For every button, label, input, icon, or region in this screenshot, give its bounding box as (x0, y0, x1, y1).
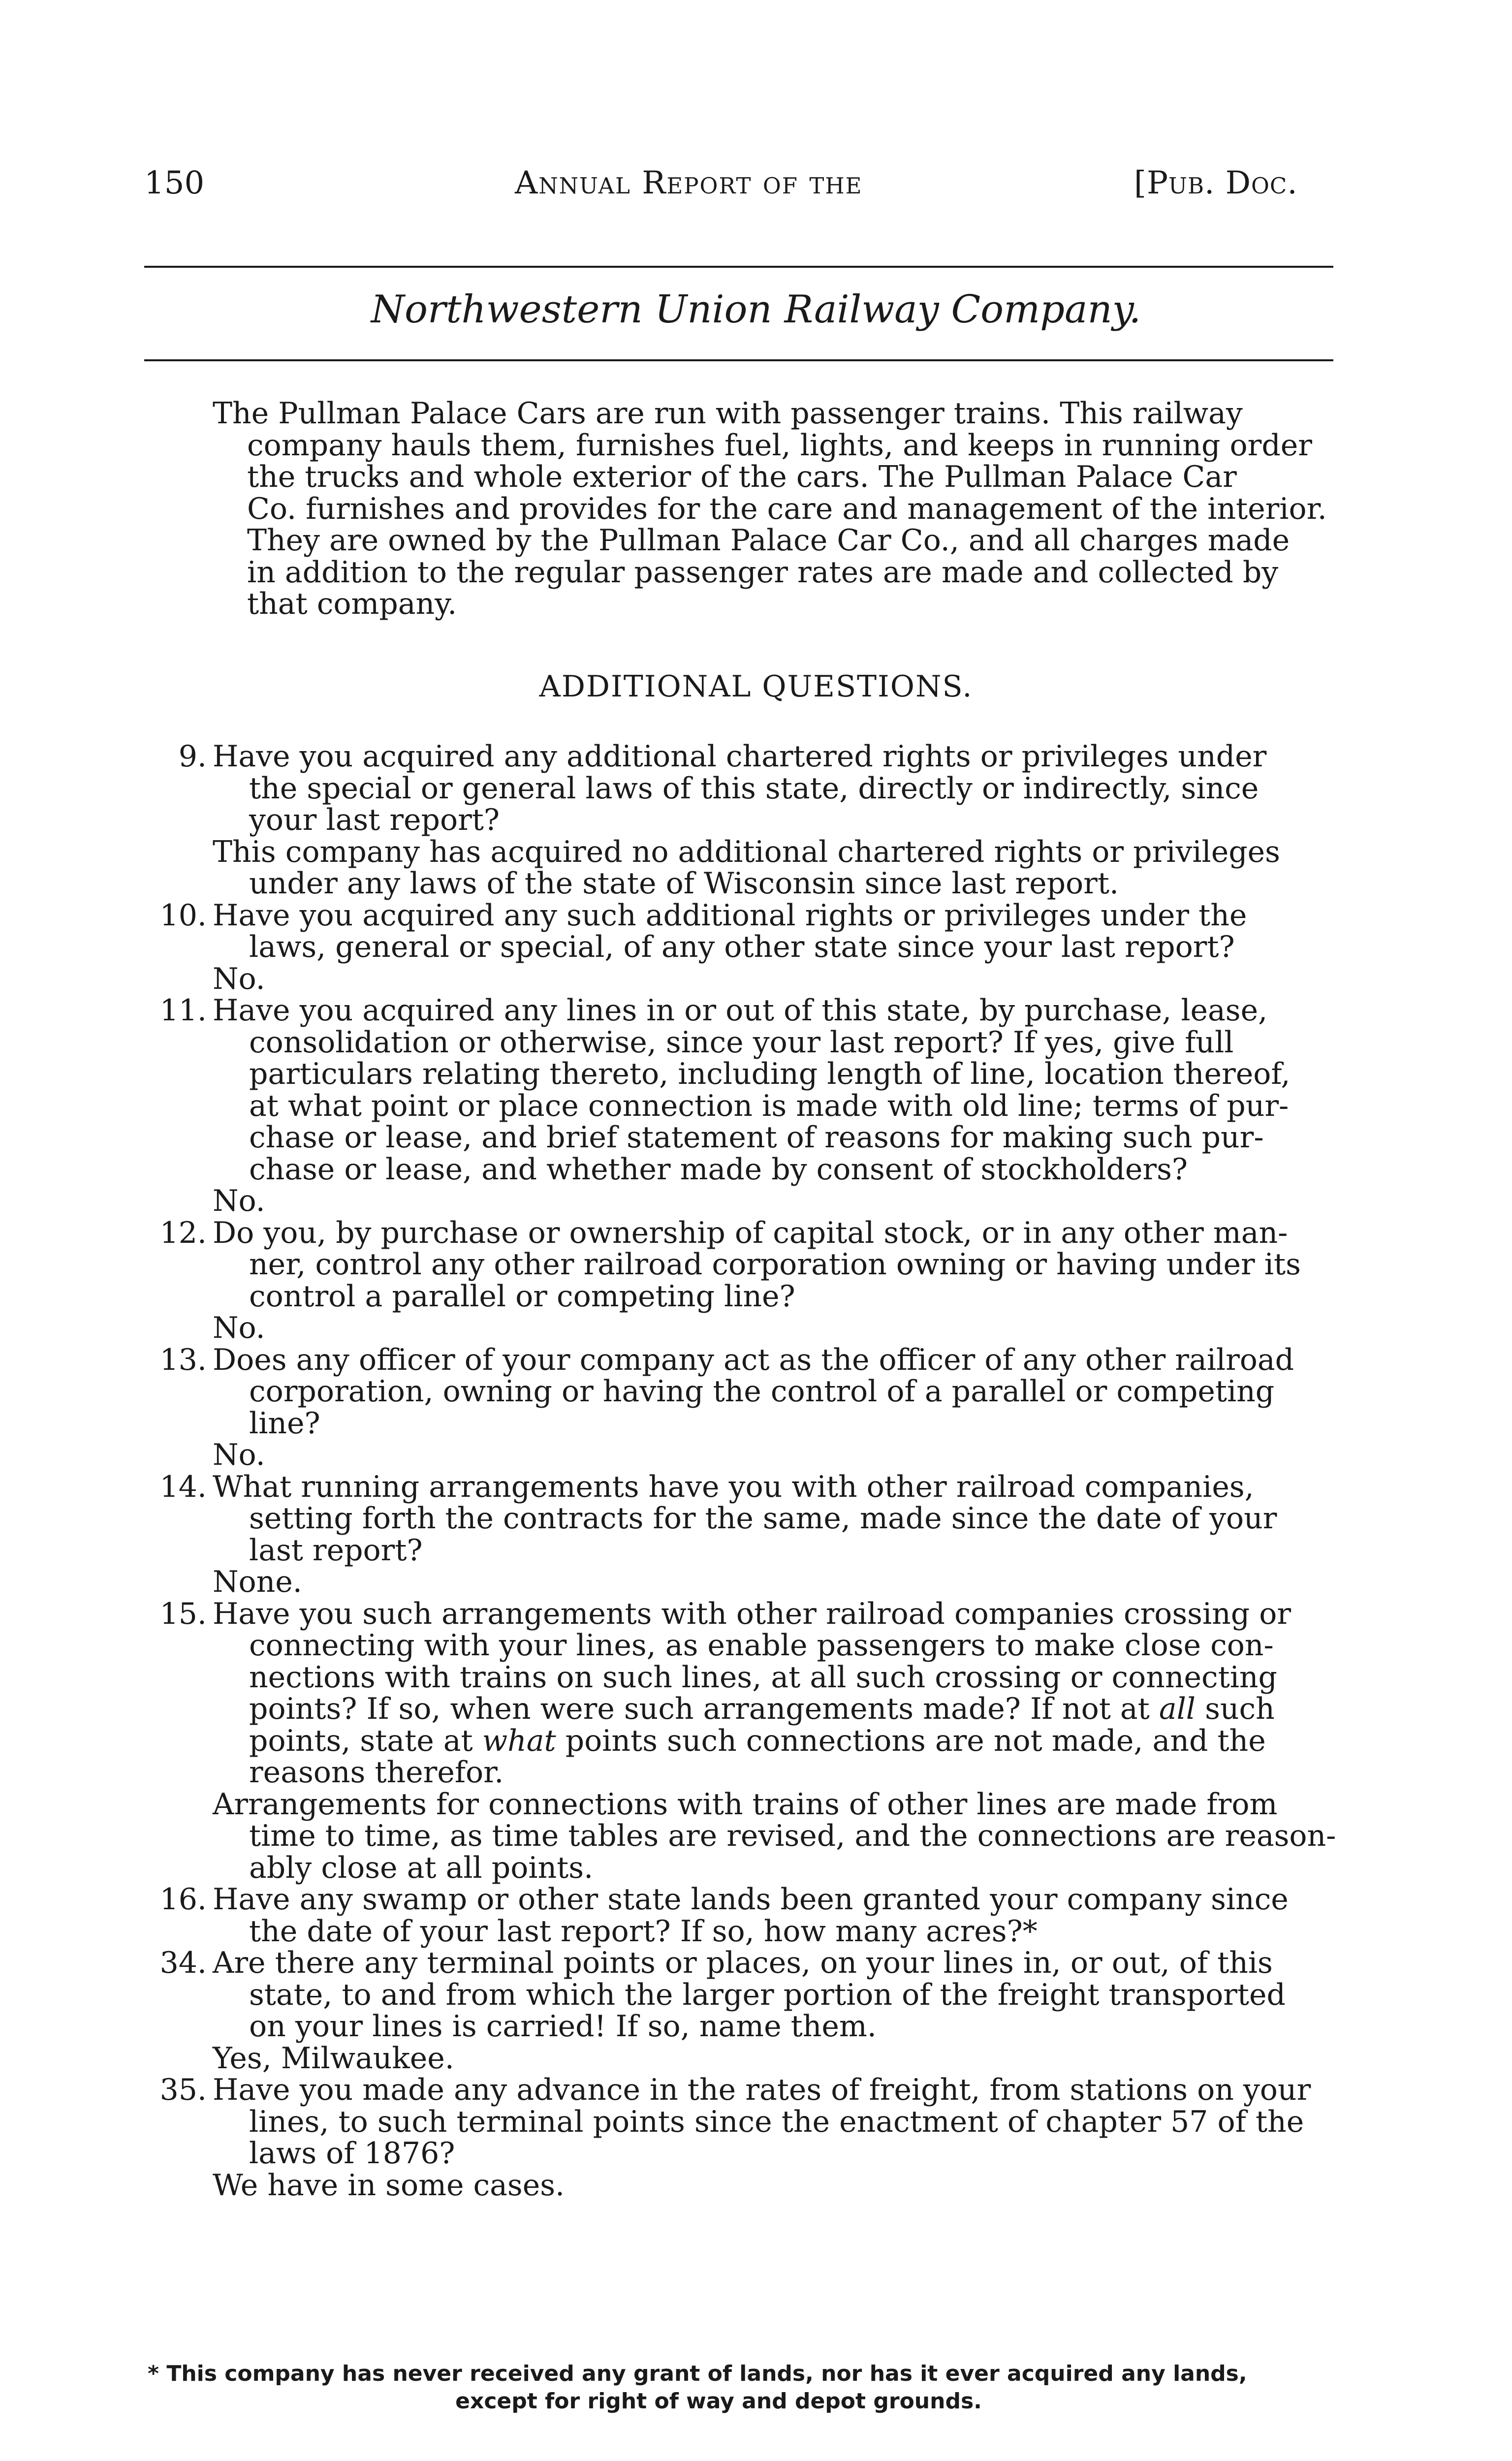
question-text (158, 1598, 1339, 1630)
question-line: Does any officer of your company act as the officer of any other railroad (213, 1342, 1294, 1377)
question-line: Do you, by purchase or ownership of capital stock, or in any other man- (213, 1215, 1288, 1250)
question-line: Have you made any advance in the rates of freight, from stations on your (213, 2073, 1311, 2107)
question-line: reasons therefor. (249, 1755, 504, 1790)
answer-line: time to time, as time tables are revised, and the connections are reason- (249, 1819, 1336, 1853)
footnote (148, 2360, 1349, 2415)
running-head-document: [Pub. Doc. (1134, 165, 1298, 201)
running-head-title: Annual Report of the (515, 165, 863, 201)
question-line: What running arrangements have you with other railroad companies, (213, 1469, 1254, 1504)
question-line: Are there any terminal points or places, on your lines in, or out, of this (213, 1946, 1273, 1980)
answer-line: No. (213, 1184, 265, 1218)
question-item (158, 1947, 1339, 2074)
question-line: Have you such arrangements with other railroad companies crossing or (213, 1596, 1292, 1631)
question-line: Have you acquired any lines in or out of this state, by purchase, lease, (213, 993, 1268, 1028)
question-text (158, 2074, 1339, 2106)
question-line: the date of your last report? If so, how many acres?* (249, 1914, 1038, 1949)
question-line: line? (249, 1406, 320, 1441)
question-line: control a parallel or competing line? (249, 1279, 795, 1314)
question-item (158, 1884, 1339, 1947)
question-line: laws, general or special, of any other state since your last report? (249, 930, 1235, 964)
question-line: chase or lease, and whether made by consent of stockholders? (249, 1152, 1188, 1187)
question-item (158, 2074, 1339, 2201)
question-text (158, 1884, 1339, 1916)
question-number: 11. (159, 993, 207, 1028)
question-item (158, 1344, 1339, 1471)
question-line: setting forth the contracts for the same, made since the date of your (249, 1501, 1277, 1536)
answer-line: Yes, Milwaukee. (213, 2041, 454, 2076)
intro-line: that company. (247, 587, 457, 621)
question-number: 13. (159, 1342, 207, 1377)
answer-line: No. (213, 1311, 265, 1345)
question-number: 34. (159, 1946, 207, 1980)
question-line: ner, control any other railroad corporation owning or having under its (249, 1247, 1301, 1282)
question-text (158, 1217, 1339, 1249)
question-number: 16. (159, 1882, 207, 1917)
question-item (158, 1471, 1339, 1598)
intro-line: in addition to the regular passenger rates are made and collected by (247, 555, 1279, 590)
answer-line: We have in some cases. (213, 2168, 565, 2203)
question-line: connecting with your lines, as enable passengers to make close con- (249, 1628, 1274, 1663)
question-line: points? If so, when were such arrangements made? If not at all such (249, 1692, 1275, 1726)
answer-line: ably close at all points. (249, 1850, 594, 1885)
intro-line: They are owned by the Pullman Palace Car Co., and all charges made (247, 523, 1290, 558)
question-number: 10. (159, 898, 207, 933)
question-line: state, to and from which the larger portion of the freight transported (249, 1977, 1286, 2012)
question-line: Have you acquired any such additional rights or privileges under the (213, 898, 1247, 933)
question-text (158, 1471, 1339, 1503)
question-item (158, 741, 1339, 900)
question-item (158, 995, 1339, 1217)
question-item (158, 1217, 1339, 1344)
answer-line: Arrangements for connections with trains of other lines are made from (213, 1787, 1278, 1822)
header-rule-top (144, 266, 1333, 268)
header-rule-bottom (144, 359, 1333, 361)
question-line: consolidation or otherwise, since your last report? If yes, give full (249, 1025, 1234, 1060)
intro-line: The Pullman Palace Cars are run with passenger trains. This railway (213, 396, 1243, 431)
intro-line: the trucks and whole exterior of the cars. The Pullman Palace Car (247, 460, 1237, 494)
question-line: your last report? (249, 803, 500, 837)
section-title: ADDITIONAL QUESTIONS. (539, 669, 973, 704)
question-item (158, 900, 1339, 995)
question-line: Have you acquired any additional chartered rights or privileges under (213, 739, 1267, 774)
question-line: laws of 1876? (249, 2136, 455, 2171)
intro-line: company hauls them, furnishes fuel, lights, and keeps in running order (247, 428, 1312, 463)
question-number: 14. (159, 1469, 207, 1504)
intro-line: Co. furnishes and provides for the care and management of the interior. (247, 491, 1327, 526)
question-text (158, 1344, 1339, 1376)
intro-paragraph (213, 398, 1334, 620)
question-line: at what point or place connection is made with old line; terms of pur- (249, 1088, 1289, 1123)
question-line: corporation, owning or having the control of a parallel or competing (249, 1374, 1275, 1409)
question-number: 15. (159, 1596, 207, 1631)
footnote-line: except for right of way and depot grounds. (455, 2389, 982, 2414)
question-number: 35. (159, 2073, 207, 2107)
question-number: 12. (159, 1215, 207, 1250)
question-line: nections with trains on such lines, at all such crossing or connecting (249, 1660, 1277, 1695)
answer-line: None. (213, 1565, 302, 1599)
question-line: chase or lease, and brief statement of reasons for making such pur- (249, 1120, 1264, 1155)
question-line: last report? (249, 1533, 423, 1568)
question-line: lines, to such terminal points since the enactment of chapter 57 of the (249, 2104, 1304, 2139)
question-line: Have any swamp or other state lands been granted your company since (213, 1882, 1289, 1917)
answer-line: No. (213, 1438, 265, 1472)
question-line: the special or general laws of this state, directly or indirectly, since (249, 771, 1259, 806)
question-line: on your lines is carried! If so, name them. (249, 2009, 877, 2044)
answer-line: under any laws of the state of Wisconsin since last report. (249, 866, 1119, 901)
question-text (158, 1947, 1339, 1979)
question-item (158, 1598, 1339, 1884)
question-line: points, state at what points such connections are not made, and the (249, 1723, 1266, 1758)
question-number: 9. (178, 739, 207, 774)
answer-line: This company has acquired no additional chartered rights or privileges (213, 834, 1280, 869)
questions-list (158, 741, 1339, 2201)
footnote-line: * This company has never received any grant of lands, nor has it ever acquired any lands, (148, 2361, 1247, 2386)
question-text (158, 741, 1339, 773)
company-subtitle: Northwestern Union Railway Company. (371, 287, 1141, 332)
page-number: 150 (144, 165, 205, 201)
question-text (158, 900, 1339, 932)
answer-line: No. (213, 961, 265, 996)
question-text (158, 995, 1339, 1027)
question-line: particulars relating thereto, including length of line, location thereof, (249, 1057, 1291, 1091)
